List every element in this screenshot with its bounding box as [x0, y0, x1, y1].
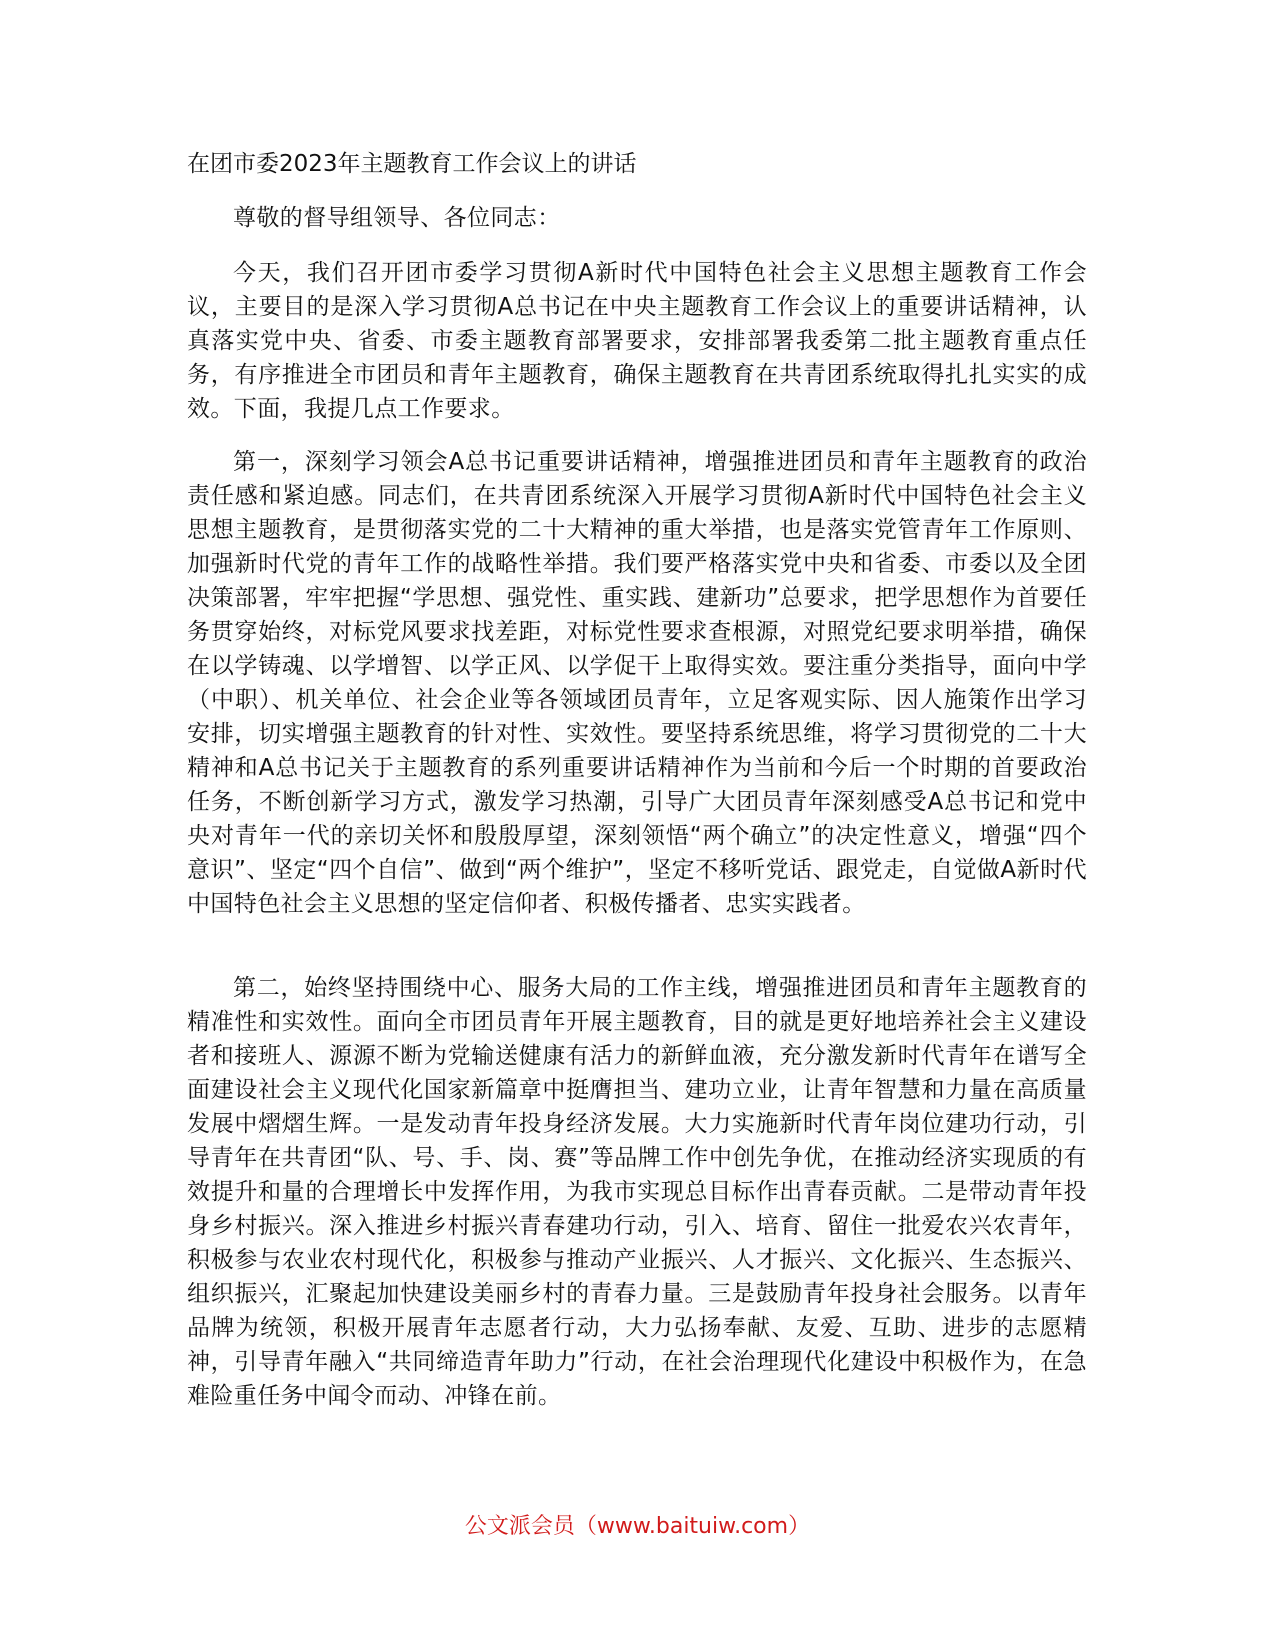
paragraph-first-point: 第一，深刻学习领会A总书记重要讲话精神，增强推进团员和青年主题教育的政治责任感和紧迫感。同志们，在共青团系统深入开展学习贯彻A新时代中国特色社会主义思想主题教育，是贯彻落实党的二十大精神的重大举措，也是落实党管青年工作原则、加强新时代党的青年工作的战略性举措。我们要严格落实党中央和省委、市委以及全团决策部署，牢牢把握“学思想、强党性、重实践、建新功”总要求，把学思想作为首要任务贯穿始终，对标党风要求找差距，对标党性要求查根源，对照党纪要求明举措，确保在以学铸魂、以学增智、以学正风、以学促干上取得实效。要注重分类指导，面向中学（中职）、机关单位、社会企业等各领域团员青年，立足客观实际、因人施策作出学习安排，切实增强主题教育的针对性、实效性。要坚持系统思维，将学习贯彻党的二十大精神和A总书记关于主题教育的系列重要讲话精神作为当前和今后一个时期的首要政治任务，不断创新学习方式，激发学习热潮，引导广大团员青年深刻感受A总书记和党中央对青年一代的亲切关怀和殷殷厚望，深刻领悟“两个确立”的决定性意义，增强“四个意识”、坚定“四个自信”、做到“两个维护”，坚定不移听党话、跟党走，自觉做A新时代中国特色社会主义思想的坚定信仰者、积极传播者、忠实实践者。	[187, 449, 1087, 917]
paragraph-intro: 今天，我们召开团市委学习贯彻A新时代中国特色社会主义思想主题教育工作会议，主要目的是深入学习贯彻A总书记在中央主题教育工作会议上的重要讲话精神，认真落实党中央、省委、市委主题教育部署要求，安排部署我委第二批主题教育重点任务，有序推进全市团员和青年主题教育，确保主题教育在共青团系统取得扎扎实实的成效。下面，我提几点工作要求。	[187, 260, 1087, 422]
paragraph-second-point: 第二，始终坚持围绕中心、服务大局的工作主线，增强推进团员和青年主题教育的精准性和实效性。面向全市团员青年开展主题教育，目的就是更好地培养社会主义建设者和接班人、源源不断为党输送健康有活力的新鲜血液，充分激发新时代青年在谱写全面建设社会主义现代化国家新篇章中挺膺担当、建功立业，让青年智慧和力量在高质量发展中熠熠生辉。一是发动青年投身经济发展。大力实施新时代青年岗位建功行动，引导青年在共青团“队、号、手、岗、赛”等品牌工作中创先争优，在推动经济实现质的有效提升和量的合理增长中发挥作用，为我市实现总目标作出青春贡献。二是带动青年投身乡村振兴。深入推进乡村振兴青春建功行动，引入、培育、留住一批爱农兴农青年，积极参与农业农村现代化，积极参与推动产业振兴、人才振兴、文化振兴、生态振兴、组织振兴，汇聚起加快建设美丽乡村的青春力量。三是鼓励青年投身社会服务。以青年品牌为统领，积极开展青年志愿者行动，大力弘扬奉献、友爱、互助、进步的志愿精神，引导青年融入“共同缔造青年助力”行动，在社会治理现代化建设中积极作为，在急难险重任务中闻令而动、冲锋在前。	[187, 975, 1087, 1409]
salutation: 尊敬的督导组领导、各位同志：	[233, 205, 561, 231]
document-title: 在团市委2023年主题教育工作会议上的讲话	[187, 151, 637, 177]
footer-watermark: 公文派会员（www.baituiw.com）	[464, 1514, 811, 1539]
